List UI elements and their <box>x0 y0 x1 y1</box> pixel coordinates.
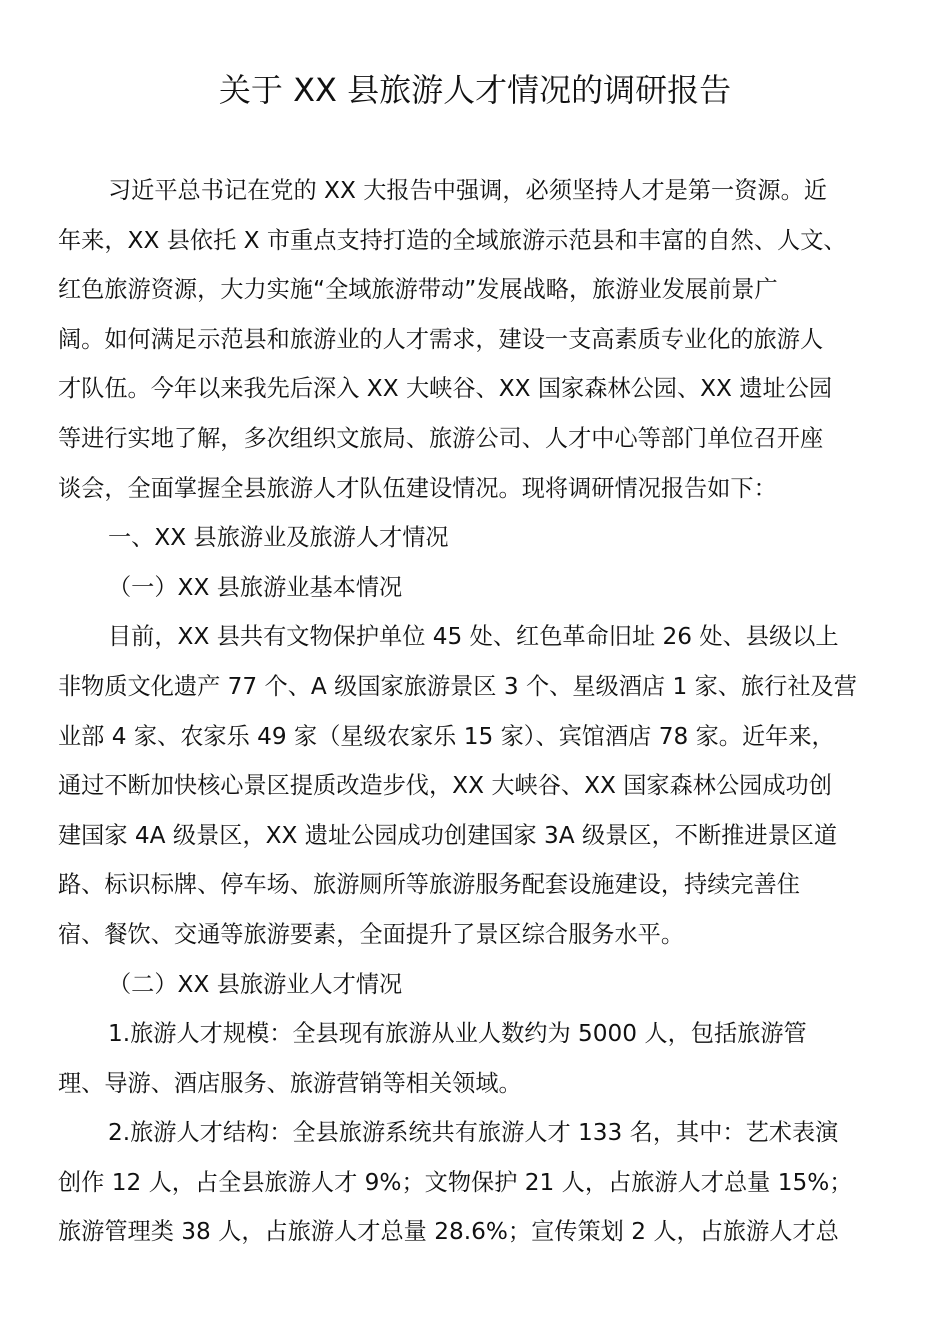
paragraph-line: 才队伍。今年以来我先后深入 XX 大峡谷、XX 国家森林公园、XX 遗址公园 <box>58 375 833 403</box>
paragraph-line: 年来，XX 县依托 X 市重点支持打造的全域旅游示范县和丰富的自然、人文、 <box>58 226 847 254</box>
subsection-heading: （二）XX 县旅游业人才情况 <box>108 970 403 998</box>
paragraph-line: 宿、餐饮、交通等旅游要素，全面提升了景区综合服务水平。 <box>58 920 685 948</box>
paragraph-line: 旅游管理类 38 人，占旅游人才总量 28.6%；宣传策划 2 人，占旅游人才总 <box>58 1218 839 1246</box>
document-body <box>58 166 898 1257</box>
section-heading: 一、XX 县旅游业及旅游人才情况 <box>108 524 449 552</box>
paragraph-line: 等进行实地了解，多次组织文旅局、旅游公司、人才中心等部门单位召开座 <box>58 424 824 452</box>
paragraph-line: 非物质文化遗产 77 个、A 级国家旅游景区 3 个、星级酒店 1 家、旅行社及营 <box>58 672 857 700</box>
paragraph-line: 目前，XX 县共有文物保护单位 45 处、红色革命旧址 26 处、县级以上 <box>108 623 839 651</box>
paragraph-line: 习近平总书记在党的 XX 大报告中强调，必须坚持人才是第一资源。近 <box>108 177 827 204</box>
paragraph-line: 业部 4 家、农家乐 49 家（星级农家乐 15 家）、宾馆酒店 78 家。近年来， <box>58 722 835 750</box>
subsection-heading: （一）XX 县旅游业基本情况 <box>108 573 403 601</box>
paragraph-line: 通过不断加快核心景区提质改造步伐，XX 大峡谷、XX 国家森林公园成功创 <box>58 772 832 800</box>
paragraph-line: 2.旅游人才结构：全县旅游系统共有旅游人才 133 名，其中：艺术表演 <box>108 1119 839 1147</box>
paragraph-line: 谈会，全面掌握全县旅游人才队伍建设情况。现将调研情况报告如下： <box>58 474 777 502</box>
paragraph-line: 阔。如何满足示范县和旅游业的人才需求，建设一支高素质专业化的旅游人 <box>58 325 824 353</box>
paragraph-line: 红色旅游资源，大力实施“全域旅游带动”发展战略，旅游业发展前景广 <box>58 276 778 304</box>
paragraph-line: 1.旅游人才规模：全县现有旅游从业人数约为 5000 人，包括旅游管 <box>108 1020 807 1048</box>
paragraph-line: 路、标识标牌、停车场、旅游厕所等旅游服务配套设施建设，持续完善住 <box>58 871 800 899</box>
document-title: 关于 XX 县旅游人才情况的调研报告 <box>218 71 732 109</box>
paragraph-line: 建国家 4A 级景区，XX 遗址公园成功创建国家 3A 级景区，不断推进景区道 <box>58 821 838 849</box>
paragraph-line: 理、导游、酒店服务、旅游营销等相关领域。 <box>58 1069 522 1097</box>
paragraph-line: 创作 12 人，占全县旅游人才 9%；文物保护 21 人，占旅游人才总量 15%； <box>58 1168 853 1196</box>
